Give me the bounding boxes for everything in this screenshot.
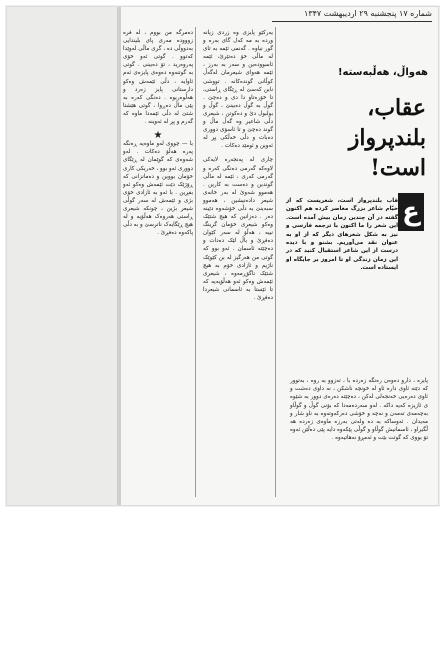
paragraph: با — چووی لەو ماوەیە ڕەنگە پەرە هەڵۆ دەکات . لەو شەوەی کە گوێمان لە ڕێگای دووری ئەو بوو ، خەریکی کاری خۆمان بووین و دەمانزانی کە ڕۆژێک دێت ئێمەش وەکو ئەو بفڕین . با ئەو بە ئازادی خۆی بژی و ئێمەش لە سەر گوڵی شیعر بژین ، چونکە شیعری ڕاستی هەروەک هەڵۆیە و لە هیچ ڕێگایەک ناترسێ و بە دڵی پاکەوە دەفڕێ . — [123, 141, 193, 237]
lede-text: قاب بلندپرواز است، شعریست که از خیّام شاعر بزرگ معاصر کرده هم اکنون گفته در آن چندین زمان بیش آمده است. این شعر را ما اکنون با ترجمه فارسی و نیز به شکل شعرهای دیگر که از او به عنوان نقد می‌آوریم. بشنو و با دیده درست از این شاعر استقبال کنید که در این زمان زندگی او تا امروز بر جایگاه او ایستاده است. — [286, 198, 398, 272]
article-column-middle — [203, 29, 273, 308]
section-label: هەواڵ، هەڵبەستە! — [337, 67, 428, 78]
paragraph: یەرکێو پایزی وە زردی زیانە ورده‌ بە مە کەل گای بەرە و گور نیاوە . گەنمی ئێمە بە تای لە ماڵی خۆ دەنێرێ، ئێمە ئاسوودە‌ین و سەر بە بەرز ، ئێمە هەوای شیعرمان لەگەڵ کوڵانی گوندەکانە . تووشی نابن کەسێ لە ڕێگای ڕاستی، تا خۆرەتاو دا دی و دەچێ . گوڵ بە گوڵ دەبینێ ، گوڵ و بولبول دێ و دەکوتن ، شیعری دڵی شاعیر وە گەڵ ماڵ و گوند دەچێ و تا ئاسۆی دووری دەبات و دڵی خەڵکی پڕ لە ئەوین و ئومێد دەکات . — [203, 30, 273, 150]
masthead-rule — [272, 21, 432, 22]
headline — [296, 93, 426, 183]
column-divider — [195, 27, 196, 497]
article-column-left — [123, 29, 193, 243]
left-page-area — [7, 7, 117, 505]
headline-line: عقاب، — [367, 95, 426, 121]
page-fold — [117, 7, 121, 505]
dropcap: ع — [398, 193, 424, 231]
paragraph: دەمرگە من بووم ، لە فرە زووودە مەری پای بلیندایی بەدووڵی دە ، گری ماڵی لەوێدا کەتوو . گوتی ئەو خۆی پەروەرید ، تۆ دەبینی . گوتی بە گوتنەوە دەوەی پایزەی ئەم ئاوایە ، دڵی ئێمەش وەکو دارستانی پایز زەرد و هەڵوەریوە . دەنگی کەرە بە پێی ماڵ دەڕوا ، گوتی هێشتا شتێ لە دڵی ئێمەدا ماوە کە گەرم و پڕ لە ئەوینە . — [123, 30, 193, 126]
article-body-right — [290, 377, 428, 449]
headline-line: بلندپرواز است! — [348, 125, 426, 181]
paragraph: چاری لە پەنجەرە لایەکی لاوەکە گەرمی دەنگی کەرە و گەرمی کەری ، ئێمە لە ماڵی گوندین و دەست بە کارین . هەموو شەوێ لە بەر خانەی شیعر دادەنیشین ، هەموو سبەینێ بە دڵی خۆشەوە دێینە دەر . دەزانین کە هیچ شتێک وەکو شیعری خۆمان گرینگ نییە ، هەڵۆ لە سەر کێوان دەفڕێ و باڵ لێک دەدات و دەچێتە ئاسمان . ئەو بوو کە گوتی من هەرگیز لە بن کێوێک ناژیم و ئازادی خۆم بە هیچ شتێک ناگۆڕمەوە ، شیعری ئێمەش وەکو ئەو هەڵۆیەیە کە تا ئێستا بە ئاسمانی شیعردا دەفڕێ . — [203, 157, 273, 301]
paragraph: پایزە ، دارو دەوەن رەنگە زەردە با ، تەزوو بە روە ، بەتوور کە دێتە ئاوی دارە ئاو لە خونچە ناشکن ، نە داوی دەشت و ئاوی دەرەیی خەنجەلی لەکن ، دەچێتە دەرەی دوور بە شێوە ی ئازیزە کەیە داکە . لەو سەردەمەدا کە بۆنی گوڵ و گوڵاو بەچەمەی تەمەن و نەچە و خۆشی دەرکەوتەوە بە ناو شار و مەیدان . ئەوساکە بە دە ولەتی بەرزە ماوەی زەردە هە ڵگیراو ، ئاسمانیش گوڵاو و گوڵی پێکەوە دایە پێی دەڵێن ئەوە تۆ بووی کە گوتت بێت و ئەمڕۆ نەهاتیەوە . — [290, 378, 428, 442]
lede-paragraph — [286, 197, 428, 273]
star-divider-icon: ★ — [153, 130, 163, 142]
newspaper-page — [6, 6, 439, 506]
masthead: شماره ۱۷ پنجشنبه ۲۹ اردیبهشت ۱۳۴۷ — [304, 9, 432, 18]
column-divider — [275, 27, 276, 497]
